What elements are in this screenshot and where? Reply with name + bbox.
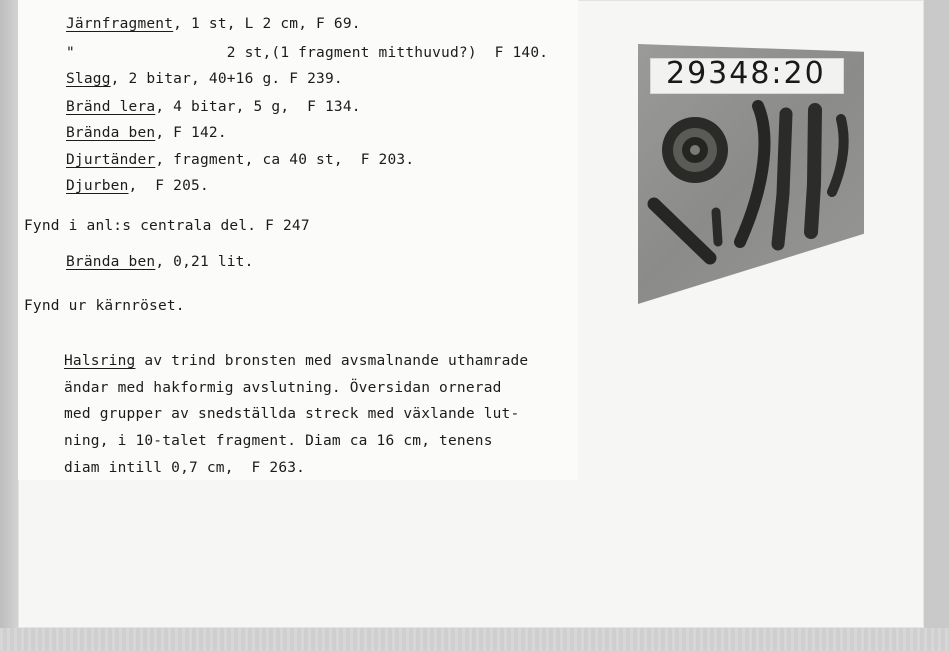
find-line-5 [66,125,227,141]
desc-line-4: ning, i 10-talet fragment. Diam ca 16 cm, tenens [64,433,493,449]
desc-line-3: med grupper av snedställda streck med växlande lut- [64,406,520,422]
find-name: Halsring [64,353,136,369]
scan-bottom-edge [0,628,949,651]
find-details: , 2 bitar, 40+16 g. F 239. [110,71,343,87]
desc-line-2: ändar med hakformig avslutning. Översidan ornerad [64,380,502,396]
scan-left-edge [0,0,18,651]
heading-central-part: Fynd i anl:s centrala del. F 247 [24,218,310,234]
find-line-6 [66,152,414,168]
find-name: Brända ben [66,125,156,141]
find-line-1 [66,16,361,32]
find-name: Djurben [66,178,129,194]
find-name: Slagg [66,71,111,87]
inventory-number: 29348:20 [666,56,826,91]
find-details: , fragment, ca 40 st, F 203. [155,152,415,168]
find-line-3 [66,71,343,87]
find-details: , 1 st, L 2 cm, F 69. [173,16,361,32]
find-line-7 [66,178,209,194]
find-details: , 4 bitar, 5 g, F 134. [155,99,361,115]
find-name: Brända ben [66,254,156,270]
heading-core-cairn: Fynd ur kärnröset. [24,298,185,314]
find-name: Järnfragment [66,16,174,32]
find-line-4 [66,99,361,115]
desc-line-5: diam intill 0,7 cm, F 263. [64,460,306,476]
desc-line-1 [64,353,528,369]
find-details: , F 142. [155,125,227,141]
find-name: Djurtänder [66,152,156,168]
find-details: , 0,21 lit. [155,254,254,270]
find-details: , F 205. [128,178,209,194]
find-name: Bränd lera [66,99,156,115]
central-find-line [66,254,254,270]
find-line-2 [66,45,548,61]
find-details: " 2 st,(1 fragment mitthuvud?) F 140. [66,45,549,61]
find-details: av trind bronsten med avsmalnande uthamrade [135,353,529,369]
